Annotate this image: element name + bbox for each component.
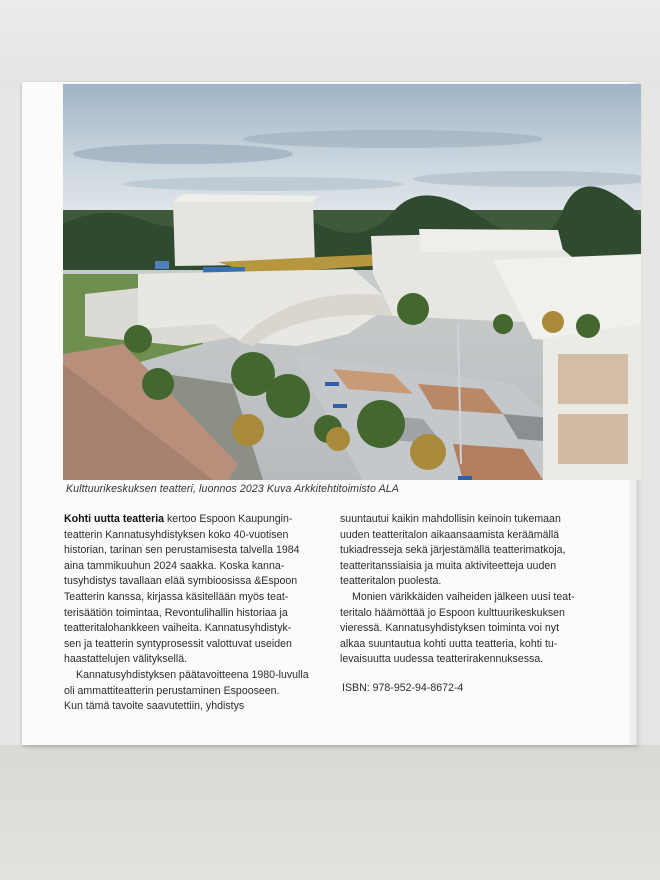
text-line: sen ja teatterin syntyprosessit valottuvat useiden <box>64 637 292 650</box>
description-left-column <box>64 512 326 715</box>
description-right-column <box>340 512 602 668</box>
description-paragraph <box>64 512 326 668</box>
book-back-cover <box>22 82 637 745</box>
text-line: oli ammattiteatterin perustaminen Espooseen. <box>64 684 280 697</box>
text-line: teatteritanssiaisia ja muita aktiviteetteja uuden <box>340 559 557 572</box>
text-line: tukiadresseja sekä järjestämällä teatterimatkoja, <box>340 544 566 557</box>
description-paragraph <box>340 590 602 668</box>
cover-photo <box>63 84 641 480</box>
description-paragraph <box>64 668 326 715</box>
text-line: tusyhdistys tavallaan elää symbioosissa &Espoon <box>64 575 298 588</box>
isbn-number: ISBN: 978-952-94-8672-4 <box>342 682 464 694</box>
text-line: alkaa suuntautua kohti uutta teatteria, kohti tu- <box>340 637 558 650</box>
text-line: Kun tämä tavoite saavutettiin, yhdistys <box>64 700 245 713</box>
text-line: terisäätiön toimintaa, Revontulihallin historiaa ja <box>64 606 288 619</box>
text-line: teatteritalohankkeen vaiheita. Kannatusyhdistyk- <box>64 622 292 635</box>
text-line: teatterin Kannatusyhdistyksen koko 40-vuotisen <box>64 528 289 541</box>
book-title: Kohti uutta teatteria <box>64 513 165 525</box>
text-line: vieressä. Kannatusyhdistyksen toiminta voi nyt <box>340 622 560 635</box>
text-line <box>64 512 326 528</box>
text-line: levaisuutta uudessa teatterirakennuksessa. <box>340 653 544 666</box>
text-line: aina tammikuuhun 2024 saakka. Koska kanna- <box>64 559 285 572</box>
text-line: Teatterin kanssa, kirjassa käsitellään myös teat- <box>64 590 289 603</box>
text-line: uuden teatteritalon aikaansaamista keräämällä <box>340 528 560 541</box>
photo-caption: Kulttuurikeskuksen teatteri, luonnos 2023 Kuva Arkkitehtitoimisto ALA <box>66 483 399 495</box>
text-line: haastattelujen välityksellä. <box>64 653 188 666</box>
text-line: Monien värikkäiden vaiheiden jälkeen uusi teat- <box>352 590 575 603</box>
text-line: suuntautui kaikin mahdollisin keinoin tukemaan <box>340 513 561 525</box>
text-line: Kannatusyhdistyksen päätavoitteena 1980-luvulla <box>76 668 309 681</box>
theatre-aerial-illustration <box>63 84 641 480</box>
text-fragment: kertoo Espoon Kaupungin- <box>164 513 293 525</box>
backdrop-top <box>0 0 660 90</box>
text-line: historian, tarinan sen perustamisesta talvella 1984 <box>64 544 300 557</box>
text-line: teatteritalon puolesta. <box>340 575 442 588</box>
backdrop-bottom <box>0 745 660 880</box>
description-paragraph <box>340 512 602 590</box>
text-line: teritalo häämöttää jo Espoon kulttuurikeskuksen <box>340 606 565 619</box>
